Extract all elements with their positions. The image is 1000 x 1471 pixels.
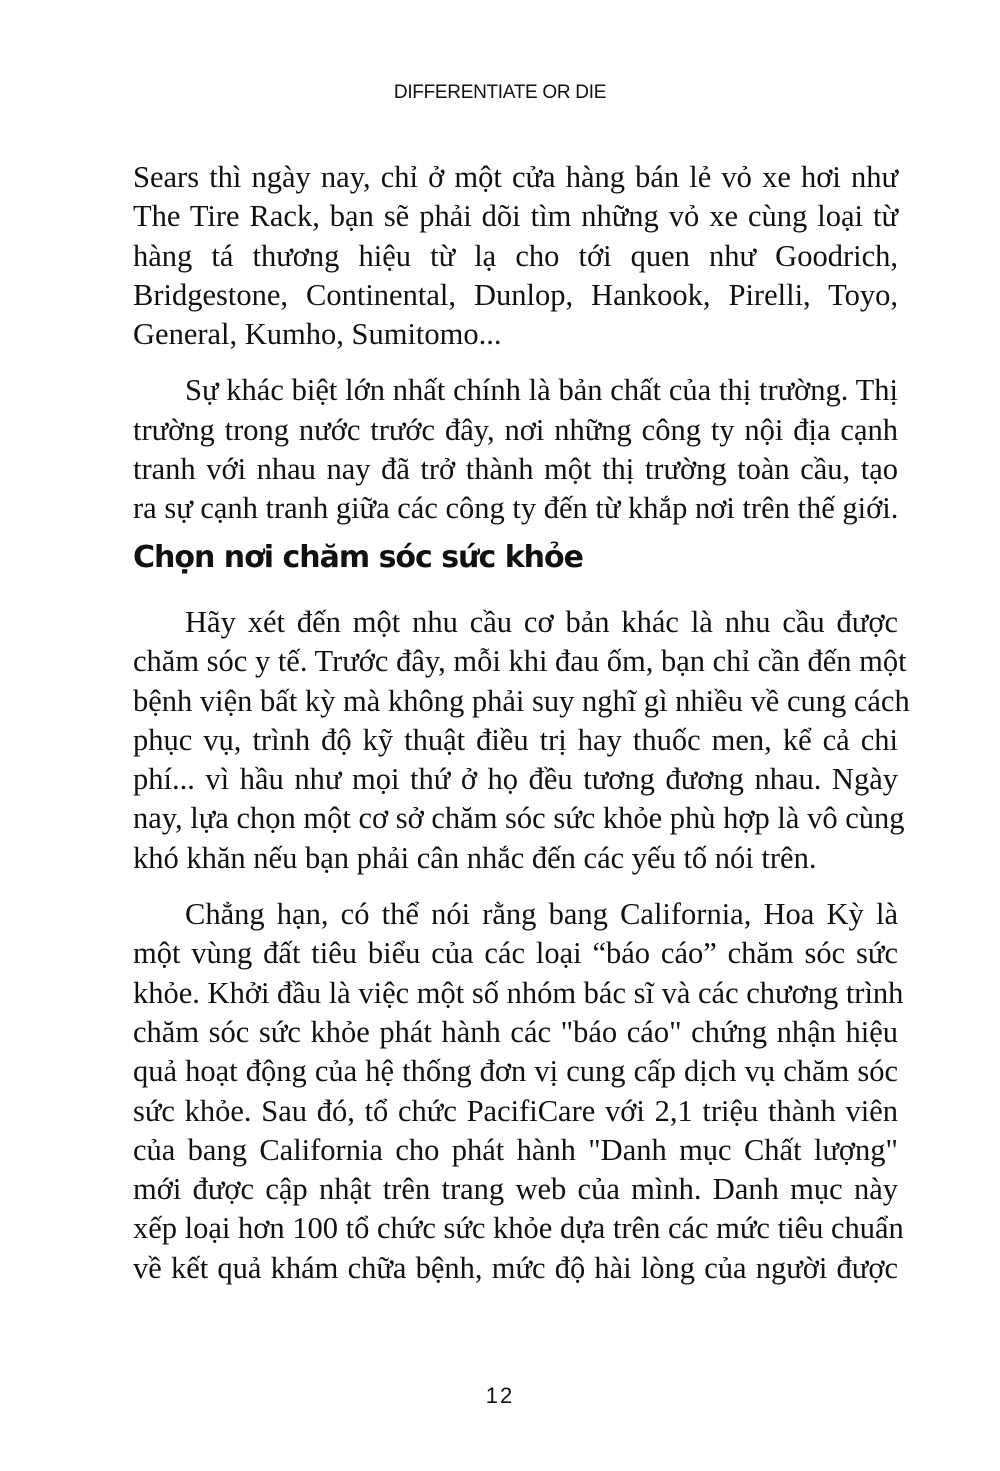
text-line: về kết quả khám chữa bệnh, mức độ hài lòng của người được xyxy=(133,1250,898,1285)
text-line: của bang California cho phát hành "Danh mục Chất lượng" xyxy=(133,1132,898,1167)
text-line: hàng tá thương hiệu từ lạ cho tới quen như Goodrich, xyxy=(133,238,898,273)
paragraph-continued xyxy=(133,158,898,354)
running-head: DIFFERENTIATE OR DIE xyxy=(393,82,607,103)
page-number: 12 xyxy=(485,1383,515,1408)
text-line: mới được cập nhật trên trang web của mình. Danh mục này xyxy=(133,1172,898,1207)
text-line: tranh với nhau nay đã trở thành một thị trường toàn cầu, tạo xyxy=(133,452,898,487)
text-line: trường trong nước trước đây, nơi những công ty nội địa cạnh xyxy=(133,412,898,447)
text-line: The Tire Rack, bạn sẽ phải dõi tìm những vỏ xe cùng loại từ xyxy=(133,199,898,234)
paragraph-california-example xyxy=(133,895,904,1288)
body-text-top xyxy=(133,158,898,529)
text-line: General, Kumho, Sumitomo... xyxy=(133,317,502,352)
text-line: chăm sóc sức khỏe phát hành các "báo cáo" chứng nhận hiệu xyxy=(133,1014,898,1049)
text-line: sức khỏe. Sau đó, tổ chức PacifiCare với 2,1 triệu thành viên xyxy=(133,1093,898,1128)
text-line: xếp loại hơn 100 tổ chức sức khỏe dựa trên các mức tiêu chuẩn xyxy=(133,1211,904,1246)
text-line: ra sự cạnh tranh giữa các công ty đến từ khắp nơi trên thế giới. xyxy=(133,491,899,526)
text-line: khó khăn nếu bạn phải cân nhắc đến các yếu tố nói trên. xyxy=(133,840,817,875)
text-line: Hãy xét đến một nhu cầu cơ bản khác là nhu cầu được xyxy=(185,605,898,639)
text-line: khỏe. Khởi đầu là việc một số nhóm bác sĩ và các chương trình xyxy=(133,975,904,1010)
paragraph-healthcare-need xyxy=(133,603,910,878)
text-line: Sears thì ngày nay, chỉ ở một cửa hàng bán lẻ vỏ xe hơi như xyxy=(133,160,898,194)
text-line: chăm sóc y tế. Trước đây, mỗi khi đau ốm, bạn chỉ cần đến một xyxy=(133,644,907,679)
text-line: phí... vì hầu như mọi thứ ở họ đều tương đương nhau. Ngày xyxy=(133,762,898,797)
text-line: một vùng đất tiêu biểu của các loại “báo cáo” chăm sóc sức xyxy=(133,936,898,971)
section-heading: Chọn nơi chăm sóc sức khỏe xyxy=(133,540,583,575)
text-line: nay, lựa chọn một cơ sở chăm sóc sức khỏe phù hợp là vô cùng xyxy=(133,801,905,836)
text-line: Chẳng hạn, có thể nói rằng bang California, Hoa Kỳ là xyxy=(185,897,898,932)
text-line: Sự khác biệt lớn nhất chính là bản chất của thị trường. Thị xyxy=(185,373,898,408)
text-line: quả hoạt động của hệ thống đơn vị cung cấp dịch vụ chăm sóc xyxy=(133,1054,898,1089)
body-text-section xyxy=(133,603,910,1288)
text-line: bệnh viện bất kỳ mà không phải suy nghĩ gì nhiều về cung cách xyxy=(133,683,910,718)
text-line: phục vụ, trình độ kỹ thuật điều trị hay thuốc men, kể cả chi xyxy=(133,722,898,757)
paragraph-market-difference xyxy=(133,371,898,528)
text-line: Bridgestone, Continental, Dunlop, Hankook, Pirelli, Toyo, xyxy=(133,277,898,312)
